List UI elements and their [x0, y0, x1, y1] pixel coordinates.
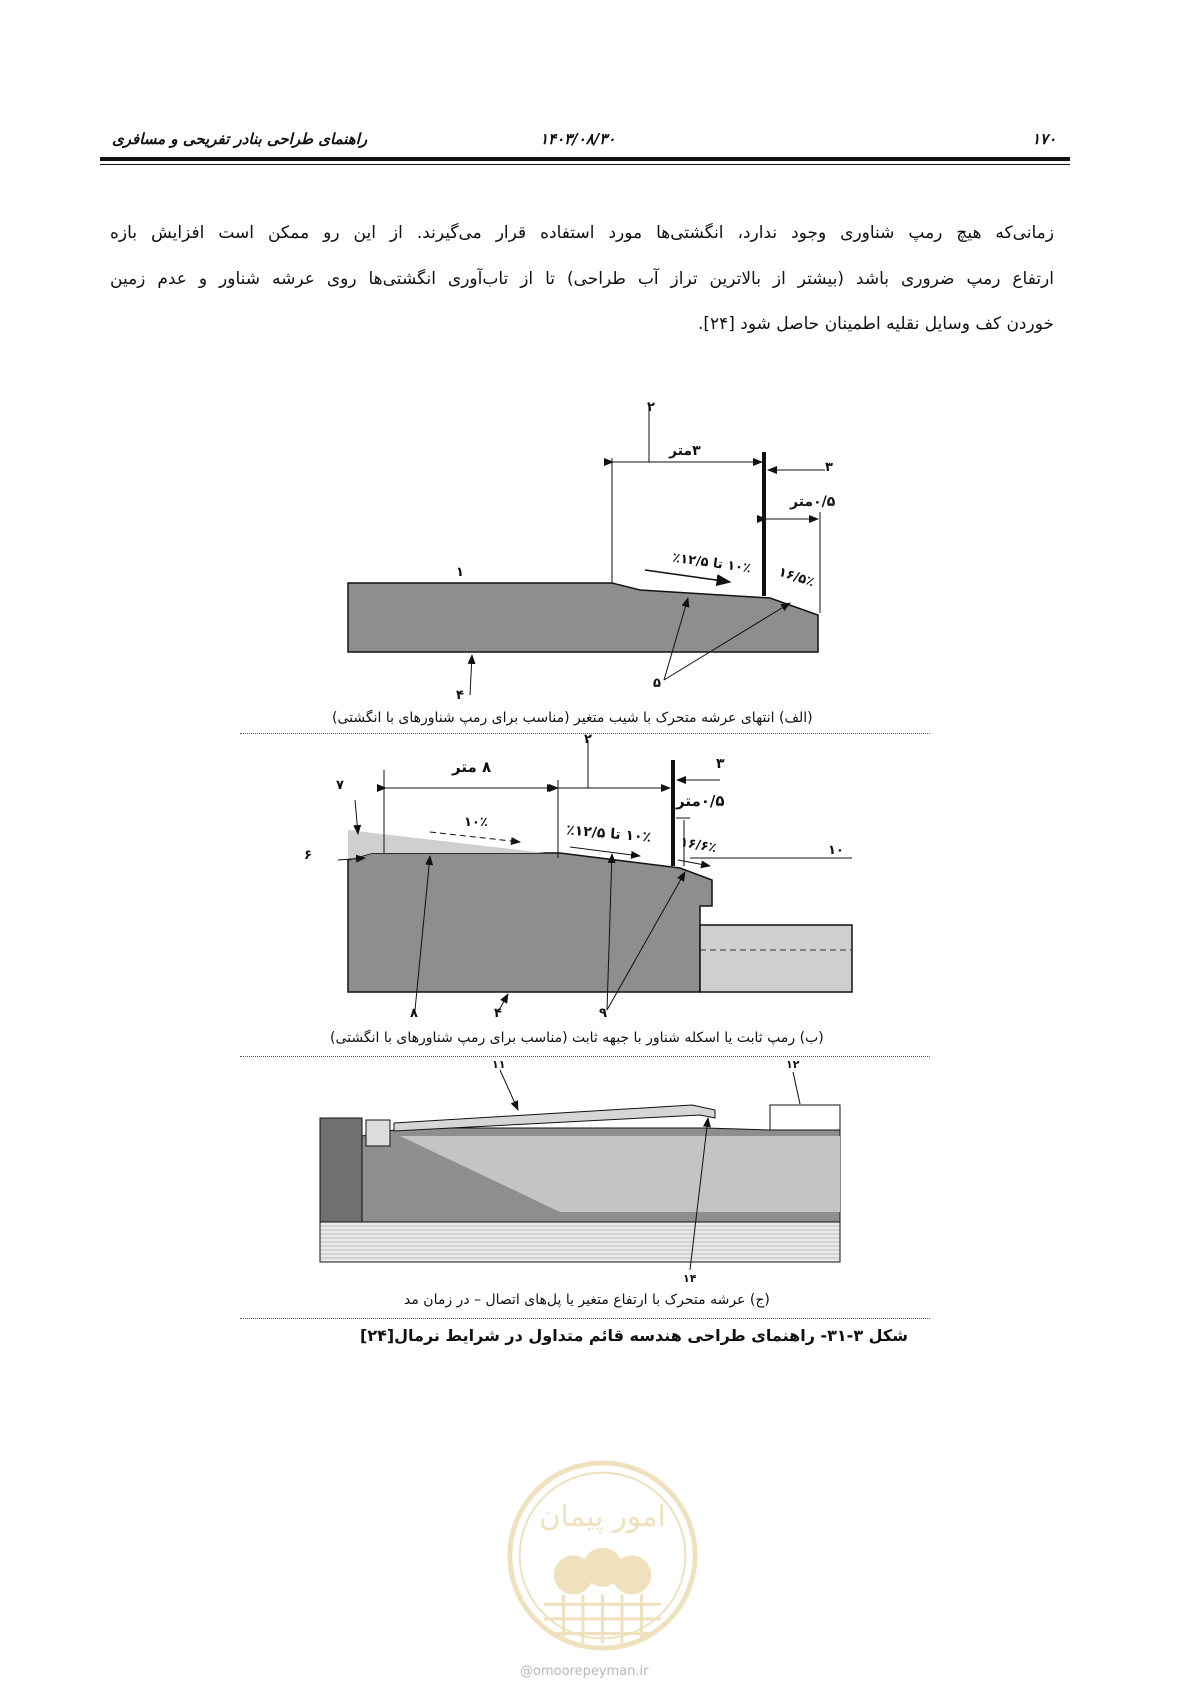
label-b-3: ۳: [716, 756, 725, 772]
caption-c: (ج) عرشه متحرک با ارتفاع متغیر یا پل‌های اتصال – در زمان مد: [404, 1292, 770, 1308]
watermark-url: @omoorepeyman.ir: [520, 1664, 649, 1679]
label-b-9: ۹: [599, 1006, 607, 1021]
watermark-logo-text: امور پیمان: [539, 1499, 666, 1534]
label-c-12: ۱۲: [786, 1058, 800, 1071]
slope-b-2: ۱۰٪ تا ۱۲/۵٪: [565, 822, 652, 846]
page-number: ۱۷۰: [1032, 130, 1057, 148]
label-c-14: ۱۴: [683, 1272, 697, 1285]
slope-a-2: ۱۶/۵٪: [776, 564, 816, 591]
divider-c: [240, 1318, 930, 1319]
slope-a-1: ۱۰٪ تا ۱۲/۵٪: [671, 550, 752, 577]
label-a-5: ۵: [653, 676, 661, 691]
label-b-7: ۷: [336, 778, 344, 793]
label-b-10: ۱۰: [828, 843, 844, 858]
label-c-11: ۱۱: [492, 1058, 506, 1071]
label-a-3: ۳: [825, 460, 833, 475]
dim-a-05m: ۰/۵متر: [790, 494, 836, 510]
slope-b-1: ۱۰٪: [464, 815, 488, 830]
figure-b-drawing: [338, 740, 852, 1012]
slope-b-3: ۱۶/۶٪: [678, 834, 718, 857]
label-a-2: ۲: [647, 400, 655, 415]
figure-a-drawing: [348, 402, 825, 695]
label-a-1: ۱: [456, 565, 464, 580]
dim-b-8m: ۸ متر: [452, 758, 492, 776]
header-title: راهنمای طراحی بنادر تفریحی و مسافری: [112, 130, 368, 148]
body-line-1: زمانی‌که هیچ رمپ شناوری وجود ندارد، انگشتی‌ها مورد استفاده قرار می‌گیرند. از این رو ممکن است افزایش بازه: [110, 223, 1054, 243]
figure-c-drawing: [320, 1070, 840, 1270]
label-b-4: ۴: [494, 1006, 502, 1021]
caption-a: (الف) انتهای عرشه متحرک با شیب متغیر (مناسب برای رمپ شناورهای با انگشتی): [332, 710, 813, 726]
figure-title: شکل ۳-۳۱- راهنمای طراحی هندسه قائم متداول در شرایط نرمال[۲۴]: [360, 1326, 908, 1345]
divider-b: [240, 1056, 930, 1057]
label-b-8: ۸: [410, 1006, 418, 1021]
body-line-3: خوردن کف وسایل نقلیه اطمینان حاصل شود [۲۴].: [697, 314, 1054, 334]
body-line-2: ارتفاع رمپ ضروری باشد (بیشتر از بالاترین تراز آب طراحی) تا از تاب‌آوری انگشتی‌ها روی عرشه شناور و عدم زمین: [110, 269, 1054, 289]
header-date: ۱۴۰۳/۰۸/۳۰: [540, 130, 616, 148]
dim-b-05m: ۰/۵متر: [676, 792, 725, 810]
watermark-logo: [505, 1458, 700, 1653]
label-b-6: ۶: [304, 848, 312, 863]
dim-a-3m: ۳متر: [669, 443, 701, 459]
label-b-2: ۲: [584, 732, 592, 747]
label-a-4: ۴: [456, 688, 464, 703]
caption-b: (ب) رمپ ثابت یا اسکله شناور با جبهه ثابت (مناسب برای رمپ شناورهای با انگشتی): [330, 1030, 824, 1046]
